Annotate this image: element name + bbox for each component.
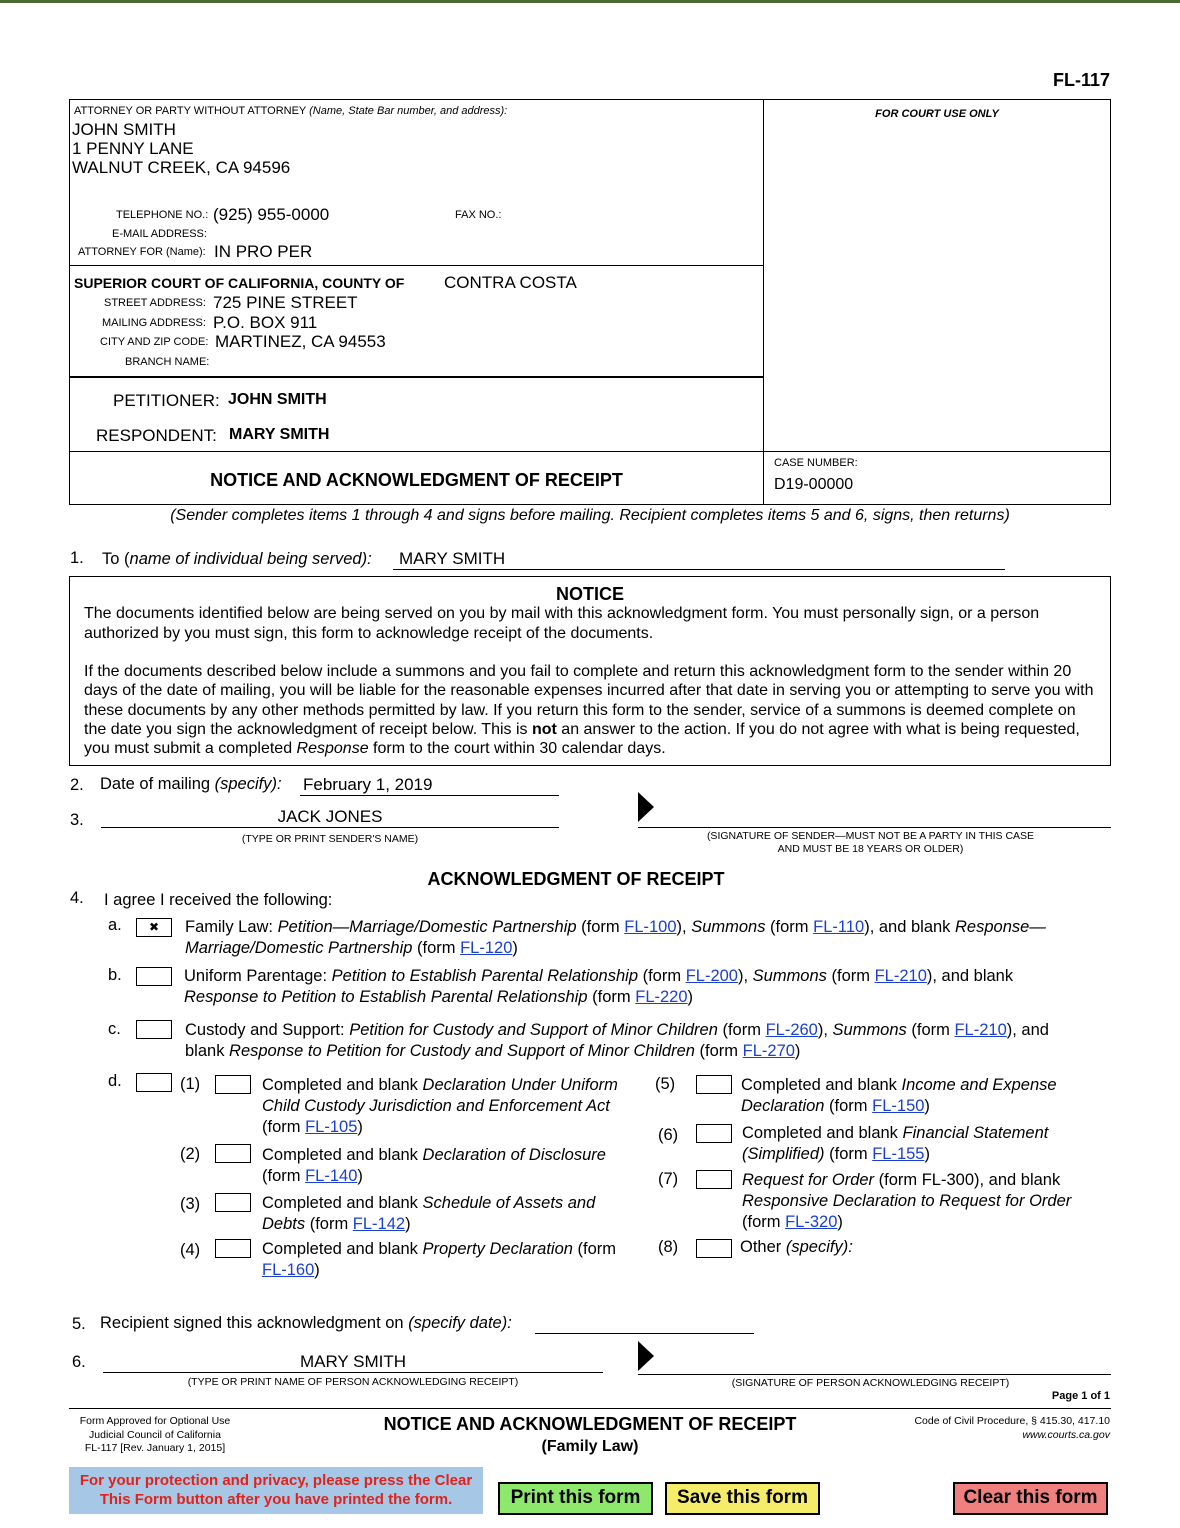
attorney-line-2[interactable]: 1 PENNY LANE — [72, 139, 194, 158]
item4d7-checkbox[interactable] — [696, 1170, 732, 1189]
item5-number: 5. — [72, 1315, 86, 1333]
link-fl-100[interactable]: FL-100 — [624, 918, 677, 936]
item1-label: To (name of individual being served): — [102, 550, 372, 568]
item4b-letter: b. — [108, 966, 122, 984]
item4b-text: Uniform Parentage: Petition to Establish Parental Relationship (form FL-200), Summons (form FL-210), and blank Response to Petition to Establish Parental Relationship (form FL-220) — [184, 967, 1014, 1006]
item3-number: 3. — [70, 811, 84, 829]
respondent-field[interactable]: MARY SMITH — [229, 426, 330, 443]
item4a-letter: a. — [108, 916, 122, 934]
notice-paragraph-1: The documents identified below are being served on you by mail with this acknowledgment form. You must personally sign, or a person authorized by you must sign, this form to acknowledge receipt of the documents. — [84, 605, 1040, 642]
mailing-label: MAILING ADDRESS: — [102, 317, 206, 329]
court-use-label: FOR COURT USE ONLY — [875, 108, 999, 120]
link-fl-160[interactable]: FL-160 — [262, 1261, 315, 1279]
link-fl-155[interactable]: FL-155 — [872, 1145, 925, 1163]
fax-label: FAX NO.: — [455, 209, 502, 221]
item4c-text: Custody and Support: Petition for Custody and Support of Minor Children (form FL-260), Summons (form FL-210), and blank Response to Petition for Custody and Support of Minor Children (form FL-270) — [185, 1021, 1049, 1060]
street-label: STREET ADDRESS: — [104, 297, 206, 309]
item1-name-field[interactable]: MARY SMITH — [393, 549, 1005, 570]
respondent-label: RESPONDENT: — [96, 426, 217, 445]
top-border — [0, 0, 1180, 3]
item4c-checkbox[interactable] — [136, 1020, 172, 1039]
telephone-field[interactable]: (925) 955-0000 — [213, 205, 330, 224]
link-fl-220[interactable]: FL-220 — [635, 988, 688, 1006]
item4d2-checkbox[interactable] — [215, 1144, 251, 1163]
item4d4-checkbox[interactable] — [215, 1239, 251, 1258]
petitioner-field[interactable]: JOHN SMITH — [228, 391, 327, 408]
receipt-date-field[interactable] — [535, 1333, 754, 1334]
item4d8-checkbox[interactable] — [696, 1239, 732, 1258]
footer-approval-line2: Judicial Council of California — [89, 1428, 221, 1441]
sender-name-field[interactable]: JACK JONES — [101, 807, 559, 828]
attorney-for-label: ATTORNEY FOR (Name): — [78, 246, 206, 258]
attorney-line-1[interactable]: JOHN SMITH — [72, 120, 176, 139]
caption-vertical-divider — [763, 99, 764, 505]
footer-code — [914, 1415, 1110, 1442]
item4-label: I agree I received the following: — [104, 891, 333, 909]
date-of-mailing-field[interactable]: February 1, 2019 — [300, 775, 559, 796]
link-fl-140[interactable]: FL-140 — [305, 1167, 358, 1185]
recipient-name-field[interactable]: MARY SMITH — [103, 1352, 603, 1373]
item4b-checkbox[interactable] — [136, 967, 172, 986]
form-title: NOTICE AND ACKNOWLEDGMENT OF RECEIPT — [210, 470, 623, 490]
email-label: E-MAIL ADDRESS: — [112, 228, 207, 240]
footer-subtitle: (Family Law) — [541, 1438, 639, 1455]
footer-website: www.courts.ca.gov — [1022, 1428, 1110, 1441]
privacy-notice-line2: This Form button after you have printed the form. — [99, 1491, 453, 1508]
footer-code-line: Code of Civil Procedure, § 415.30, 417.10 — [914, 1415, 1110, 1427]
item4d6-text: Completed and blank Financial Statement (Simplified) (form FL-155) — [742, 1124, 1049, 1163]
item4d3-number: (3) — [180, 1195, 201, 1213]
divider-attorney-court — [69, 265, 764, 266]
link-fl-260[interactable]: FL-260 — [765, 1021, 818, 1039]
sender-signature-caption-line2: AND MUST BE 18 YEARS OR OLDER) — [777, 843, 964, 855]
item4d6-number: (6) — [658, 1126, 679, 1144]
item4d8-number: (8) — [658, 1238, 679, 1256]
recipient-signature-caption: (SIGNATURE OF PERSON ACKNOWLEDGING RECEIPT) — [731, 1377, 1010, 1389]
sender-signature-line[interactable] — [638, 827, 1111, 828]
item4d-letter: d. — [108, 1072, 122, 1090]
item2-label: Date of mailing (specify): — [100, 775, 282, 793]
recipient-name-caption: (TYPE OR PRINT NAME OF PERSON ACKNOWLEDGING RECEIPT) — [187, 1376, 519, 1388]
street-field[interactable]: 725 PINE STREET — [213, 293, 358, 312]
sender-signature-arrow-icon — [638, 792, 656, 824]
notice-title: NOTICE — [555, 584, 624, 604]
city-field[interactable]: MARTINEZ, CA 94553 — [215, 332, 386, 351]
link-fl-210-c[interactable]: FL-210 — [954, 1021, 1007, 1039]
privacy-notice-line1: For your protection and privacy, please press the Clear — [79, 1472, 473, 1489]
item4d-checkbox[interactable] — [136, 1073, 172, 1092]
item1-number: 1. — [70, 549, 84, 567]
item4d1-text: Completed and blank Declaration Under Uniform Child Custody Jurisdiction and Enforcement Act (form FL-105) — [262, 1076, 618, 1136]
attorney-for-field[interactable]: IN PRO PER — [214, 242, 313, 261]
item4d4-number: (4) — [180, 1241, 201, 1259]
sender-name-caption: (TYPE OR PRINT SENDER'S NAME) — [241, 833, 419, 845]
county-field[interactable]: CONTRA COSTA — [444, 273, 577, 292]
petitioner-label: PETITIONER: — [113, 391, 220, 410]
item4a-checkbox[interactable]: ✖ — [136, 918, 172, 937]
print-form-button[interactable]: Print this form — [498, 1482, 653, 1515]
case-number-field[interactable]: D19-00000 — [774, 476, 854, 493]
item6-number: 6. — [72, 1353, 86, 1371]
mailing-field[interactable]: P.O. BOX 911 — [213, 313, 318, 332]
item4-number: 4. — [70, 889, 84, 907]
item4d2-text: Completed and blank Declaration of Disclosure (form FL-140) — [262, 1146, 606, 1185]
link-fl-105[interactable]: FL-105 — [305, 1118, 358, 1136]
item4d5-checkbox[interactable] — [696, 1075, 732, 1094]
item4d1-checkbox[interactable] — [215, 1075, 251, 1094]
item2-number: 2. — [70, 776, 84, 794]
footer-approval — [70, 1415, 240, 1456]
link-fl-320[interactable]: FL-320 — [785, 1213, 838, 1231]
link-fl-150[interactable]: FL-150 — [872, 1097, 925, 1115]
clear-form-button[interactable]: Clear this form — [953, 1482, 1108, 1515]
footer-rule — [69, 1408, 1111, 1409]
link-fl-120[interactable]: FL-120 — [460, 939, 513, 957]
item4d7-text: Request for Order (form FL-300), and blank Responsive Declaration to Request for Order (form FL-320) — [742, 1171, 1072, 1231]
footer-approval-line3: FL-117 [Rev. January 1, 2015] — [84, 1442, 226, 1454]
save-form-button[interactable]: Save this form — [665, 1482, 820, 1515]
item5-label: Recipient signed this acknowledgment on (specify date): — [100, 1314, 512, 1332]
item4d8-text: Other (specify): — [740, 1238, 853, 1256]
attorney-label: ATTORNEY OR PARTY WITHOUT ATTORNEY (Name, State Bar number, and address): — [74, 105, 508, 117]
city-label: CITY AND ZIP CODE: — [100, 336, 209, 348]
item4d7-number: (7) — [658, 1170, 679, 1188]
notice-paragraph-2: If the documents described below include a summons and you fail to complete and return this acknowledgment form to the sender within 20 days of the date of mailing, you will be liable for the reasonable expenses incurred after that date in serving you or attempting to serve you with these documents by any other methods permitted by law. If you return this form to the sender, service of a summons is deemed complete on the date you sign the acknowledgment of receipt below. This is not an answer to the action. If you do not agree with what is being requested, you must submit a completed Response form to the court within 30 calendar days. — [84, 663, 1094, 758]
link-fl-200[interactable]: FL-200 — [685, 967, 738, 985]
divider-parties-title — [69, 451, 1111, 452]
branch-label: BRANCH NAME: — [125, 356, 210, 368]
link-fl-270[interactable]: FL-270 — [742, 1042, 795, 1060]
link-fl-210[interactable]: FL-210 — [874, 967, 927, 985]
form-number: FL-117 — [1052, 70, 1110, 90]
item4d3-checkbox[interactable] — [215, 1193, 251, 1212]
link-fl-142[interactable]: FL-142 — [352, 1215, 406, 1233]
case-number-label: CASE NUMBER: — [774, 457, 858, 469]
item4d1-number: (1) — [180, 1075, 201, 1093]
item4c-letter: c. — [108, 1020, 121, 1038]
item4a-text: Family Law: Petition—Marriage/Domestic Partnership (form FL-100), Summons (form FL-110), and blank Response— Marriage/Domestic Partnership (form FL-120) — [185, 918, 1046, 957]
ack-title: ACKNOWLEDGMENT OF RECEIPT — [427, 869, 725, 889]
item4d2-number: (2) — [180, 1145, 201, 1163]
privacy-notice — [69, 1467, 483, 1514]
attorney-line-3[interactable]: WALNUT CREEK, CA 94596 — [72, 158, 291, 177]
item4d6-checkbox[interactable] — [696, 1124, 732, 1143]
footer-title: NOTICE AND ACKNOWLEDGMENT OF RECEIPT — [383, 1414, 797, 1434]
link-fl-110[interactable]: FL-110 — [813, 918, 865, 936]
sender-signature-caption-line1: (SIGNATURE OF SENDER—MUST NOT BE A PARTY IN THIS CASE — [706, 830, 1035, 842]
item4d5-text: Completed and blank Income and Expense Declaration (form FL-150) — [741, 1076, 1057, 1115]
recipient-signature-arrow-icon — [638, 1341, 656, 1373]
page-number: Page 1 of 1 — [1051, 1390, 1110, 1402]
footer-approval-line1: Form Approved for Optional Use — [79, 1415, 231, 1427]
item4d4-text: Completed and blank Property Declaration (form FL-160) — [262, 1240, 617, 1279]
recipient-signature-line[interactable] — [638, 1374, 1111, 1375]
telephone-label: TELEPHONE NO.: — [116, 209, 209, 221]
sender-signature-caption — [638, 830, 1103, 856]
divider-court-parties — [69, 376, 764, 378]
instructions: (Sender completes items 1 through 4 and signs before mailing. Recipient completes items 5 and 6, signs, then returns) — [170, 507, 1010, 524]
item4d5-number: (5) — [655, 1075, 676, 1093]
item4d3-text: Completed and blank Schedule of Assets and Debts (form FL-142) — [262, 1194, 596, 1233]
court-label: SUPERIOR COURT OF CALIFORNIA, COUNTY OF — [74, 275, 405, 291]
